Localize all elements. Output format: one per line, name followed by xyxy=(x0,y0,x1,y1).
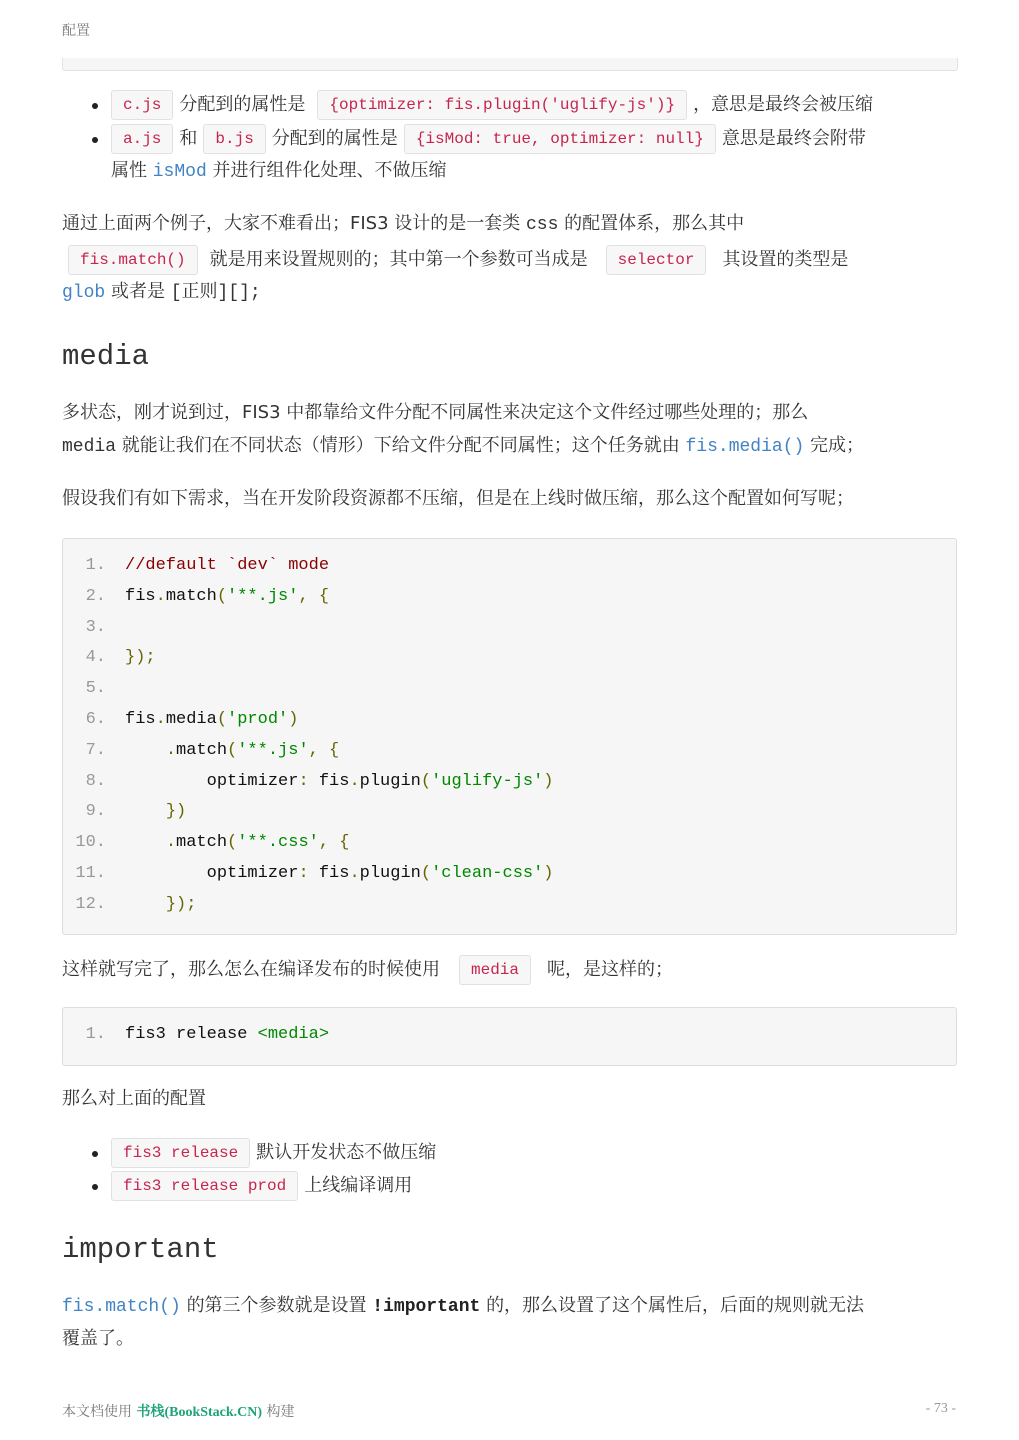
code-text: }); xyxy=(125,648,156,668)
inline-code: {isMod: true, optimizer: null} xyxy=(404,124,716,154)
code-block xyxy=(62,1007,957,1066)
section-heading-media: media xyxy=(62,340,150,373)
paragraph-line: fis.match() 的第三个参数就是设置 !important 的，那么设置了这个属性后，后面的规则就无法 xyxy=(62,1295,865,1317)
ismod-link[interactable]: isMod xyxy=(152,162,207,182)
code-line xyxy=(63,551,956,581)
line-number: 7. xyxy=(85,740,106,760)
footer-credit: 本文档使用 书栈(BookStack.CN) 构建 xyxy=(62,1404,295,1420)
paragraph-line: 通过上面两个例子，大家不难看出；FIS3 设计的是一套类 css 的配置体系，那么其中 xyxy=(62,213,745,235)
list-item: a.js 和 b.js 分配到的属性是 {isMod: true, optimizer: null} 意思是最终会附带 xyxy=(111,124,866,154)
bullet-dot xyxy=(92,137,98,143)
glob-link[interactable]: glob xyxy=(62,283,106,303)
inline-code: b.js xyxy=(203,124,265,154)
previous-code-block-end xyxy=(62,58,958,71)
list-item-continuation: 属性 isMod 并进行组件化处理、不做压缩 xyxy=(111,160,447,182)
fis-match-link[interactable]: fis.match() xyxy=(62,1297,181,1317)
list-item: c.js 分配到的属性是 {optimizer: fis.plugin('uglify-js')} ，意思是最终会被压缩 xyxy=(111,90,873,120)
section-heading-important: important xyxy=(62,1233,219,1266)
code-line xyxy=(63,859,956,889)
line-number: 10. xyxy=(75,833,106,853)
paragraph-line: 多状态，刚才说到过，FIS3 中都靠给文件分配不同属性来决定这个文件经过哪些处理的；那么 xyxy=(62,402,809,423)
list-item: fis3 release 默认开发状态不做压缩 xyxy=(111,1138,436,1168)
line-number: 5. xyxy=(85,679,106,699)
code-text: //default `dev` mode xyxy=(125,556,330,575)
code-line xyxy=(63,890,956,920)
line-number: 4. xyxy=(85,648,106,668)
line-number: 8. xyxy=(85,771,106,791)
code-text: .match('**.js', { xyxy=(165,740,340,760)
code-text: }) xyxy=(165,802,187,822)
code-line xyxy=(63,797,956,827)
inline-code: selector xyxy=(606,245,707,275)
code-line xyxy=(63,767,956,797)
line-number: 11. xyxy=(75,864,106,883)
line-number: 1. xyxy=(85,1025,106,1044)
paragraph-line: 这样就写完了，那么怎么在编译发布的时候使用 media 呢，是这样的； xyxy=(62,955,673,985)
paragraph-line: media 就能让我们在不同状态（情形）下给文件分配不同属性；这个任务就由 fis.media() 完成； xyxy=(62,435,865,457)
code-line xyxy=(63,643,956,673)
list-item: fis3 release prod 上线编译调用 xyxy=(111,1171,412,1201)
paragraph-line: 覆盖了。 xyxy=(62,1328,134,1349)
code-text: optimizer: fis.plugin('uglify-js') xyxy=(125,771,554,791)
paragraph-line: 那么对上面的配置 xyxy=(62,1088,206,1109)
code-line xyxy=(63,705,956,735)
inline-code: fis3 release prod xyxy=(111,1171,298,1201)
inline-code: {optimizer: fis.plugin('uglify-js')} xyxy=(317,90,687,120)
running-title: 配置 xyxy=(62,23,90,39)
line-number: 2. xyxy=(85,586,106,606)
paragraph-line: 假设我们有如下需求，当在开发阶段资源都不压缩，但是在上线时做压缩，那么这个配置如何写呢； xyxy=(62,488,854,509)
code-line xyxy=(63,1020,956,1050)
code-text: .match('**.css', { xyxy=(165,833,350,853)
code-text: }); xyxy=(165,894,197,914)
code-line xyxy=(63,674,956,704)
line-number: 12. xyxy=(75,894,106,914)
code-line xyxy=(63,613,956,643)
code-text: fis.match('**.js', { xyxy=(125,586,330,606)
fis-media-link[interactable]: fis.media() xyxy=(685,437,805,457)
inline-code: c.js xyxy=(111,90,173,120)
bullet-dot xyxy=(92,1151,98,1157)
line-number: 6. xyxy=(85,710,106,729)
bullet-dot xyxy=(92,103,98,109)
code-text: fis3 release <media> xyxy=(125,1025,330,1044)
line-number: 9. xyxy=(85,802,106,822)
paragraph-line: fis.match() 就是用来设置规则的；其中第一个参数可当成是 selector 其设置的类型是 xyxy=(62,245,848,275)
code-text: fis.media('prod') xyxy=(125,710,299,729)
inline-code: media xyxy=(459,955,531,985)
bullet-dot xyxy=(92,1184,98,1190)
inline-code: a.js xyxy=(111,124,173,154)
bookstack-link[interactable]: 书栈(BookStack.CN) xyxy=(136,1405,263,1420)
code-line xyxy=(63,582,956,612)
code-text: optimizer: fis.plugin('clean-css') xyxy=(125,864,554,883)
page-number: - 73 - xyxy=(925,1401,956,1416)
line-number: 1. xyxy=(85,556,106,575)
code-line xyxy=(63,828,956,858)
paragraph-line: glob 或者是 [正则][]; xyxy=(62,281,261,303)
code-line xyxy=(63,736,956,766)
line-number: 3. xyxy=(85,617,106,637)
inline-code: fis3 release xyxy=(111,1138,250,1168)
inline-code: fis.match() xyxy=(68,245,198,275)
code-block xyxy=(62,538,957,935)
